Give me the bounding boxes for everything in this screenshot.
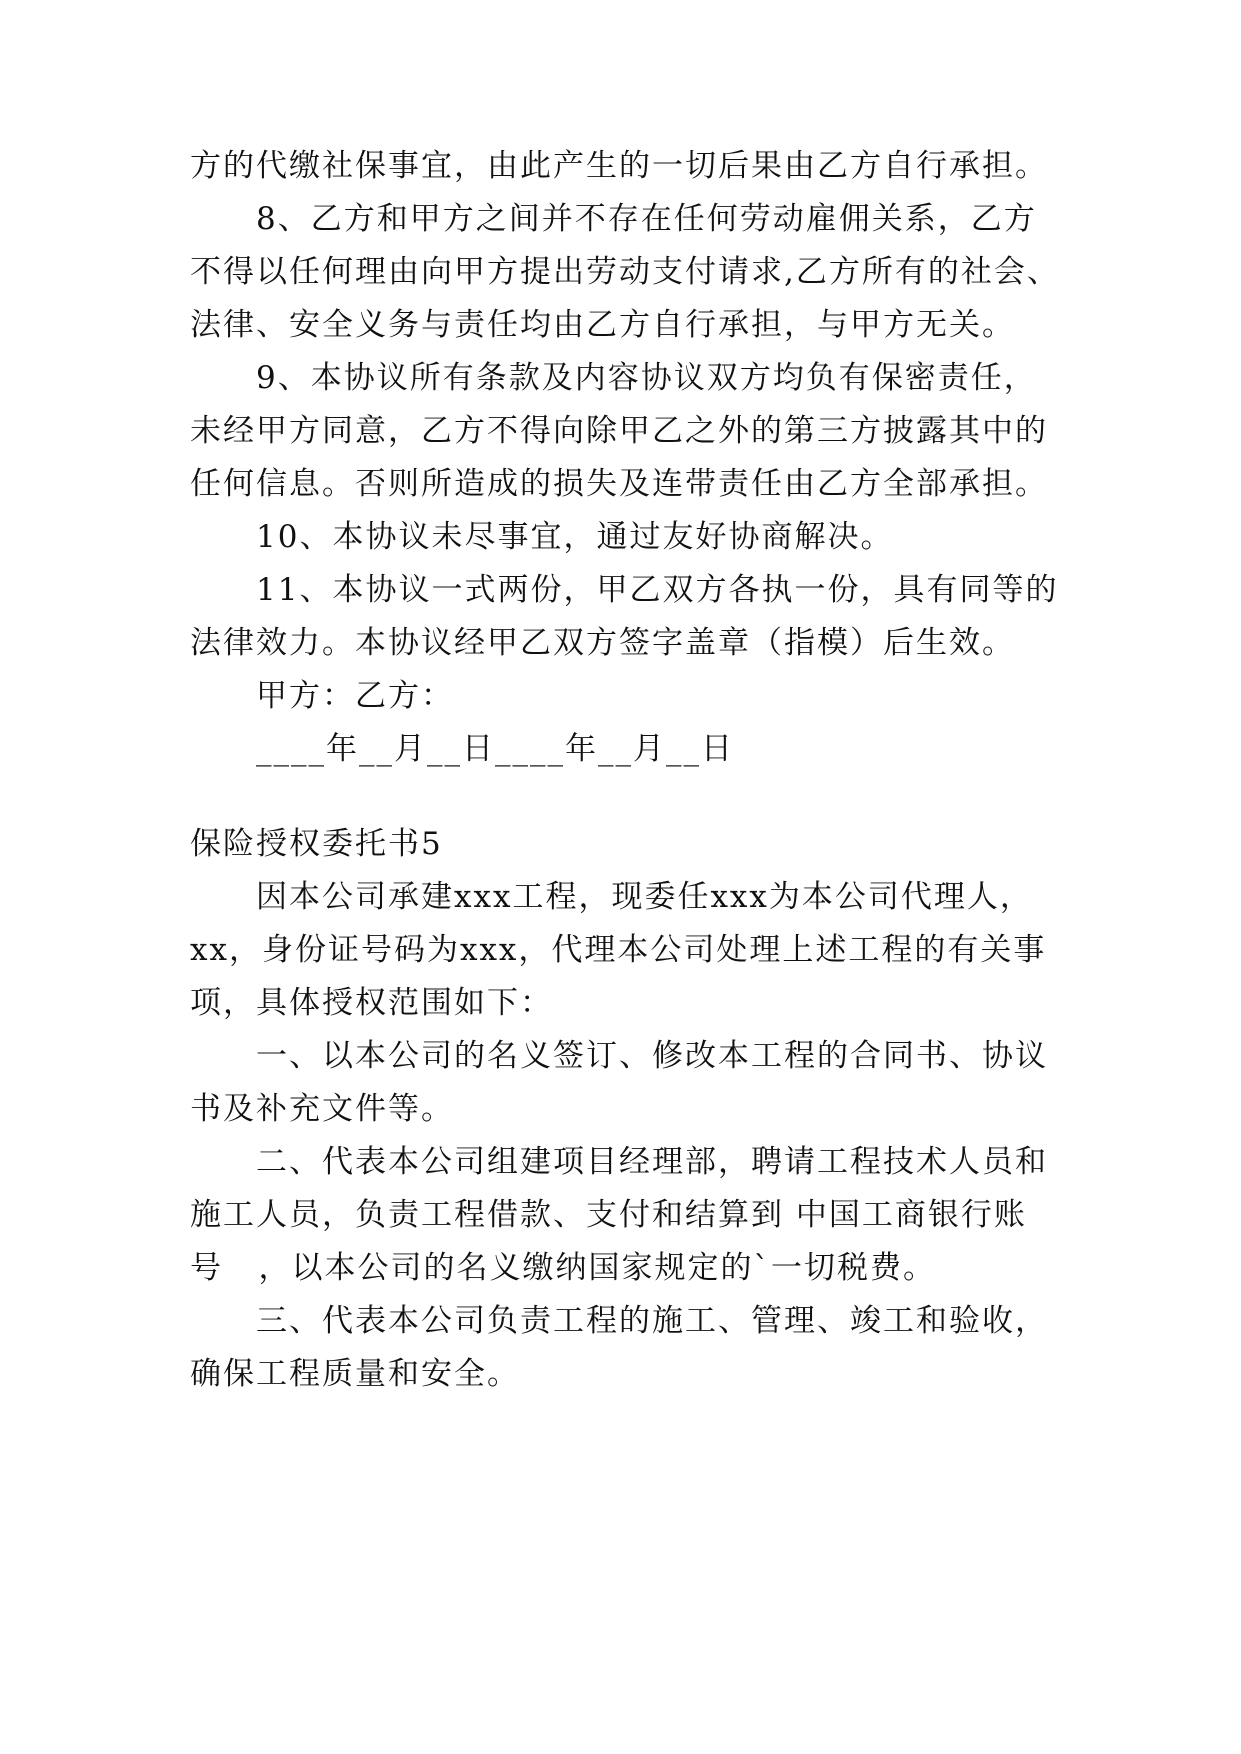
text-line: 不得以任何理由向甲方提出劳动支付请求,乙方所有的社会、 (190, 254, 1060, 290)
clause-9-line: 9、本协议所有条款及内容协议双方均负有保密责任， (256, 360, 1037, 396)
text-line: 未经甲方同意，乙方不得向除甲乙之外的第三方披露其中的 (190, 413, 1048, 449)
text-line: 任何信息。否则所造成的损失及连带责任由乙方全部承担。 (190, 466, 1048, 502)
clause-10-line: 10、本协议未尽事宜，通过友好协商解决。 (256, 519, 894, 555)
item-2-line: 二、代表本公司组建项目经理部，聘请工程技术人员和 (256, 1144, 1048, 1180)
clause-8-line: 8、乙方和甲方之间并不存在任何劳动雇佣关系，乙方 (256, 201, 1037, 237)
text-line: 书及补充文件等。 (190, 1091, 454, 1127)
signature-parties-line: 甲方：乙方： (256, 678, 454, 714)
text-line: 法律效力。本协议经甲乙双方签字盖章（指模）后生效。 (190, 625, 1015, 661)
text-line: 施工人员，负责工程借款、支付和结算到 中国工商银行账 (190, 1197, 1027, 1233)
text-line: 法律、安全义务与责任均由乙方自行承担，与甲方无关。 (190, 307, 1015, 343)
text-line: 项，具体授权范围如下： (190, 985, 553, 1021)
text-line: xx，身份证号码为xxx，代理本公司处理上述工程的有关事 (190, 932, 1047, 968)
section-title: 保险授权委托书5 (190, 826, 443, 862)
item-1-line: 一、以本公司的名义签订、修改本工程的合同书、协议 (256, 1038, 1048, 1074)
text-line: 号 ，以本公司的名义缴纳国家规定的`一切税费。 (190, 1250, 937, 1286)
text-line: 方的代缴社保事宜，由此产生的一切后果由乙方自行承担。 (190, 148, 1048, 184)
signature-date-line: ____年__月__日____年__月__日 (256, 731, 734, 767)
text-line: 因本公司承建xxx工程，现委任xxx为本公司代理人， (256, 879, 1033, 915)
text-line: 确保工程质量和安全。 (190, 1356, 520, 1392)
clause-11-line: 11、本协议一式两份，甲乙双方各执一份，具有同等的 (256, 572, 1059, 608)
item-3-line: 三、代表本公司负责工程的施工、管理、竣工和验收， (256, 1303, 1048, 1339)
